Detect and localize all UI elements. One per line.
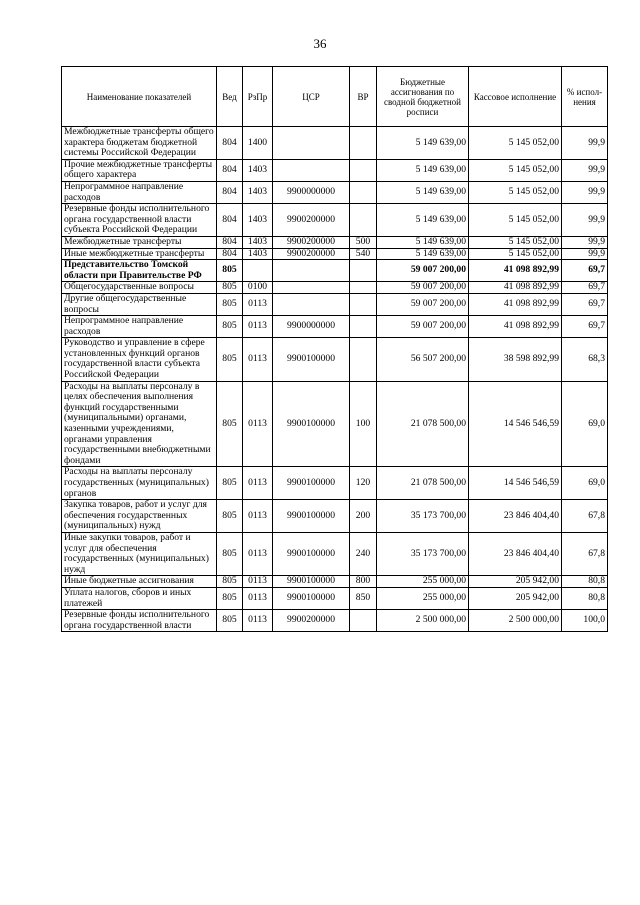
page-number: 36 <box>313 36 327 51</box>
cell-rzpr <box>243 260 273 282</box>
cell-percent: 69,7 <box>562 316 608 338</box>
cell-assigned: 5 149 639,00 <box>377 159 469 181</box>
cell-assigned: 59 007 200,00 <box>377 293 469 315</box>
cell-executed: 205 942,00 <box>469 587 562 609</box>
header-rzpr: РзПр <box>243 67 273 127</box>
cell-executed: 5 145 052,00 <box>469 127 562 160</box>
cell-assigned: 56 507 200,00 <box>377 338 469 381</box>
cell-ved: 805 <box>217 587 243 609</box>
cell-rzpr: 1403 <box>243 236 273 248</box>
cell-name: Иные бюджетные ассигнования <box>62 576 217 588</box>
cell-ved: 805 <box>217 532 243 575</box>
cell-assigned: 59 007 200,00 <box>377 282 469 294</box>
cell-vr: 240 <box>350 532 377 575</box>
cell-rzpr: 1403 <box>243 159 273 181</box>
cell-assigned: 5 149 639,00 <box>377 127 469 160</box>
cell-executed: 38 598 892,99 <box>469 338 562 381</box>
cell-executed: 14 546 546,59 <box>469 467 562 500</box>
cell-rzpr: 0113 <box>243 576 273 588</box>
cell-executed: 41 098 892,99 <box>469 282 562 294</box>
cell-rzpr: 0113 <box>243 316 273 338</box>
cell-vr: 100 <box>350 381 377 467</box>
cell-percent: 69,0 <box>562 467 608 500</box>
cell-vr: 500 <box>350 236 377 248</box>
cell-csr: 9900200000 <box>273 610 350 632</box>
cell-name: Уплата налогов, сборов и иных платежей <box>62 587 217 609</box>
cell-executed: 205 942,00 <box>469 576 562 588</box>
table-row <box>62 236 608 248</box>
cell-name: Представительство Томской области при Правительстве РФ <box>62 260 217 282</box>
cell-percent: 67,8 <box>562 500 608 533</box>
cell-ved: 805 <box>217 293 243 315</box>
cell-rzpr: 0113 <box>243 338 273 381</box>
table-row <box>62 181 608 203</box>
cell-name: Закупка товаров, работ и услуг для обеспечения государственных (муниципальных) нужд <box>62 500 217 533</box>
cell-executed: 5 145 052,00 <box>469 181 562 203</box>
cell-rzpr: 0113 <box>243 532 273 575</box>
cell-percent: 99,9 <box>562 204 608 237</box>
cell-csr: 9900100000 <box>273 467 350 500</box>
cell-rzpr: 0113 <box>243 293 273 315</box>
cell-rzpr: 0113 <box>243 381 273 467</box>
cell-executed: 23 846 404,40 <box>469 500 562 533</box>
cell-ved: 804 <box>217 248 243 260</box>
cell-vr <box>350 260 377 282</box>
cell-name: Непрограммное направление расходов <box>62 316 217 338</box>
cell-assigned: 35 173 700,00 <box>377 532 469 575</box>
cell-csr: 9900200000 <box>273 204 350 237</box>
cell-vr <box>350 181 377 203</box>
cell-assigned: 59 007 200,00 <box>377 260 469 282</box>
cell-assigned: 59 007 200,00 <box>377 316 469 338</box>
header-name: Наименование показателей <box>62 67 217 127</box>
cell-name: Расходы на выплаты персоналу государственных (муниципальных) органов <box>62 467 217 500</box>
cell-percent: 69,7 <box>562 282 608 294</box>
table-row <box>62 204 608 237</box>
budget-execution-table <box>61 66 608 632</box>
header-executed: Кассовое исполнение <box>469 67 562 127</box>
table-row <box>62 500 608 533</box>
cell-ved: 804 <box>217 159 243 181</box>
cell-executed: 5 145 052,00 <box>469 159 562 181</box>
cell-executed: 23 846 404,40 <box>469 532 562 575</box>
cell-assigned: 21 078 500,00 <box>377 467 469 500</box>
cell-executed: 5 145 052,00 <box>469 236 562 248</box>
cell-percent: 67,8 <box>562 532 608 575</box>
cell-percent: 99,9 <box>562 236 608 248</box>
cell-rzpr: 0100 <box>243 282 273 294</box>
table-row <box>62 260 608 282</box>
cell-ved: 805 <box>217 338 243 381</box>
cell-name: Непрограммное направление расходов <box>62 181 217 203</box>
cell-vr: 120 <box>350 467 377 500</box>
cell-vr <box>350 159 377 181</box>
cell-csr: 9900100000 <box>273 576 350 588</box>
cell-assigned: 255 000,00 <box>377 576 469 588</box>
cell-rzpr: 1403 <box>243 204 273 237</box>
cell-name: Резервные фонды исполнительного органа государственной власти <box>62 610 217 632</box>
cell-csr: 9900100000 <box>273 532 350 575</box>
cell-assigned: 255 000,00 <box>377 587 469 609</box>
cell-ved: 804 <box>217 204 243 237</box>
cell-csr: 9900100000 <box>273 381 350 467</box>
table-row <box>62 316 608 338</box>
table-row <box>62 293 608 315</box>
cell-ved: 805 <box>217 610 243 632</box>
cell-percent: 99,9 <box>562 248 608 260</box>
table-row <box>62 381 608 467</box>
table-row <box>62 610 608 632</box>
cell-percent: 100,0 <box>562 610 608 632</box>
table-row <box>62 282 608 294</box>
cell-csr <box>273 159 350 181</box>
header-percent: % испол-нения <box>562 67 608 127</box>
table-row <box>62 338 608 381</box>
cell-executed: 5 145 052,00 <box>469 204 562 237</box>
table-row <box>62 159 608 181</box>
cell-assigned: 5 149 639,00 <box>377 248 469 260</box>
cell-csr: 9900200000 <box>273 236 350 248</box>
cell-vr: 800 <box>350 576 377 588</box>
cell-percent: 99,9 <box>562 181 608 203</box>
cell-assigned: 5 149 639,00 <box>377 236 469 248</box>
cell-percent: 80,8 <box>562 587 608 609</box>
cell-executed: 41 098 892,99 <box>469 293 562 315</box>
cell-csr <box>273 127 350 160</box>
cell-ved: 805 <box>217 316 243 338</box>
cell-rzpr: 1400 <box>243 127 273 160</box>
table-row <box>62 467 608 500</box>
table-header-row <box>62 67 608 127</box>
cell-ved: 805 <box>217 260 243 282</box>
cell-percent: 69,0 <box>562 381 608 467</box>
cell-name: Руководство и управление в сфере установленных функций органов государственной власти субъекта Российской Федерации <box>62 338 217 381</box>
cell-rzpr: 1403 <box>243 181 273 203</box>
table-row <box>62 532 608 575</box>
cell-assigned: 35 173 700,00 <box>377 500 469 533</box>
header-ved: Вед <box>217 67 243 127</box>
cell-vr: 850 <box>350 587 377 609</box>
table-body <box>62 127 608 632</box>
cell-csr <box>273 293 350 315</box>
cell-vr <box>350 282 377 294</box>
cell-executed: 41 098 892,99 <box>469 316 562 338</box>
cell-name: Иные закупки товаров, работ и услуг для обеспечения государственных (муниципальных) нужд <box>62 532 217 575</box>
cell-ved: 805 <box>217 381 243 467</box>
cell-csr: 9900100000 <box>273 338 350 381</box>
cell-vr <box>350 338 377 381</box>
cell-assigned: 21 078 500,00 <box>377 381 469 467</box>
cell-percent: 80,8 <box>562 576 608 588</box>
table-row <box>62 576 608 588</box>
cell-executed: 5 145 052,00 <box>469 248 562 260</box>
cell-name: Общегосударственные вопросы <box>62 282 217 294</box>
cell-vr <box>350 610 377 632</box>
cell-assigned: 5 149 639,00 <box>377 204 469 237</box>
cell-name: Иные межбюджетные трансферты <box>62 248 217 260</box>
cell-csr: 9900100000 <box>273 587 350 609</box>
header-assigned: Бюджетные ассигнования по сводной бюджетной росписи <box>377 67 469 127</box>
cell-rzpr: 0113 <box>243 587 273 609</box>
cell-ved: 804 <box>217 127 243 160</box>
cell-executed: 14 546 546,59 <box>469 381 562 467</box>
cell-name: Межбюджетные трансферты <box>62 236 217 248</box>
cell-executed: 41 098 892,99 <box>469 260 562 282</box>
cell-name: Резервные фонды исполнительного органа государственной власти субъекта Российской Федерации <box>62 204 217 237</box>
cell-vr <box>350 316 377 338</box>
cell-csr: 9900000000 <box>273 316 350 338</box>
cell-percent: 69,7 <box>562 260 608 282</box>
cell-csr <box>273 260 350 282</box>
cell-assigned: 2 500 000,00 <box>377 610 469 632</box>
cell-vr <box>350 293 377 315</box>
cell-csr: 9900100000 <box>273 500 350 533</box>
cell-ved: 804 <box>217 181 243 203</box>
cell-assigned: 5 149 639,00 <box>377 181 469 203</box>
cell-percent: 69,7 <box>562 293 608 315</box>
header-vr: ВР <box>350 67 377 127</box>
cell-name: Прочие межбюджетные трансферты общего характера <box>62 159 217 181</box>
table-row <box>62 127 608 160</box>
cell-rzpr: 0113 <box>243 467 273 500</box>
cell-ved: 805 <box>217 467 243 500</box>
cell-csr: 9900200000 <box>273 248 350 260</box>
cell-ved: 805 <box>217 282 243 294</box>
table-row <box>62 587 608 609</box>
cell-vr <box>350 204 377 237</box>
cell-name: Другие общегосударственные вопросы <box>62 293 217 315</box>
cell-vr: 540 <box>350 248 377 260</box>
cell-name: Межбюджетные трансферты общего характера бюджетам бюджетной системы Российской Федерации <box>62 127 217 160</box>
cell-ved: 804 <box>217 236 243 248</box>
cell-csr: 9900000000 <box>273 181 350 203</box>
cell-rzpr: 1403 <box>243 248 273 260</box>
cell-rzpr: 0113 <box>243 500 273 533</box>
cell-ved: 805 <box>217 500 243 533</box>
cell-ved: 805 <box>217 576 243 588</box>
cell-percent: 99,9 <box>562 127 608 160</box>
cell-name: Расходы на выплаты персоналу в целях обеспечения выполнения функций государственными (муниципальными) органами, казенными учреждениями, органами управления государственными внебюджетными фондами <box>62 381 217 467</box>
cell-executed: 2 500 000,00 <box>469 610 562 632</box>
table-row <box>62 248 608 260</box>
cell-percent: 99,9 <box>562 159 608 181</box>
cell-rzpr: 0113 <box>243 610 273 632</box>
cell-csr <box>273 282 350 294</box>
cell-vr <box>350 127 377 160</box>
cell-vr: 200 <box>350 500 377 533</box>
cell-percent: 68,3 <box>562 338 608 381</box>
header-csr: ЦСР <box>273 67 350 127</box>
